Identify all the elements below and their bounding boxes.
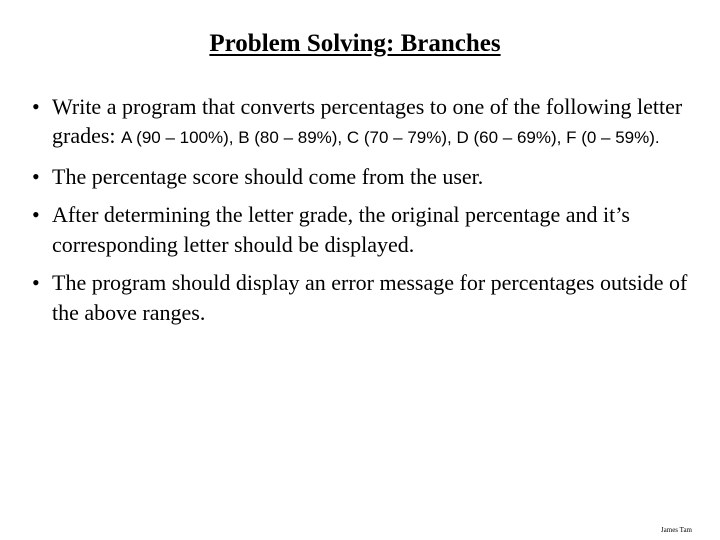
bullet-marker: • xyxy=(32,202,40,227)
bullet-list xyxy=(32,92,692,328)
bullet-text: The percentage score should come from the user. xyxy=(52,164,484,189)
footer-author: James Tam xyxy=(660,526,692,534)
bullet-text xyxy=(52,92,692,152)
bullet-item xyxy=(32,162,692,192)
bullet-marker: • xyxy=(32,270,40,295)
bullet-marker: • xyxy=(32,164,40,189)
bullet-marker: • xyxy=(32,94,40,119)
bullet-text: The program should display an error message for percentages outside of the above ranges. xyxy=(52,270,688,325)
bullet-item xyxy=(32,200,692,260)
bullet-text: After determining the letter grade, the original percentage and it’s corresponding letter should be displayed. xyxy=(52,202,630,257)
bullet-item xyxy=(32,92,692,152)
bullet-item xyxy=(32,268,692,328)
bullet-text-serif: Write a program that converts percentages to one of the following letter grades: xyxy=(52,94,683,148)
slide-title: Problem Solving: Branches xyxy=(209,30,501,57)
grade-ranges-text: A (90 – 100%), B (80 – 89%), C (70 – 79%), D (60 – 69%), F (0 – 59%). xyxy=(121,128,660,147)
